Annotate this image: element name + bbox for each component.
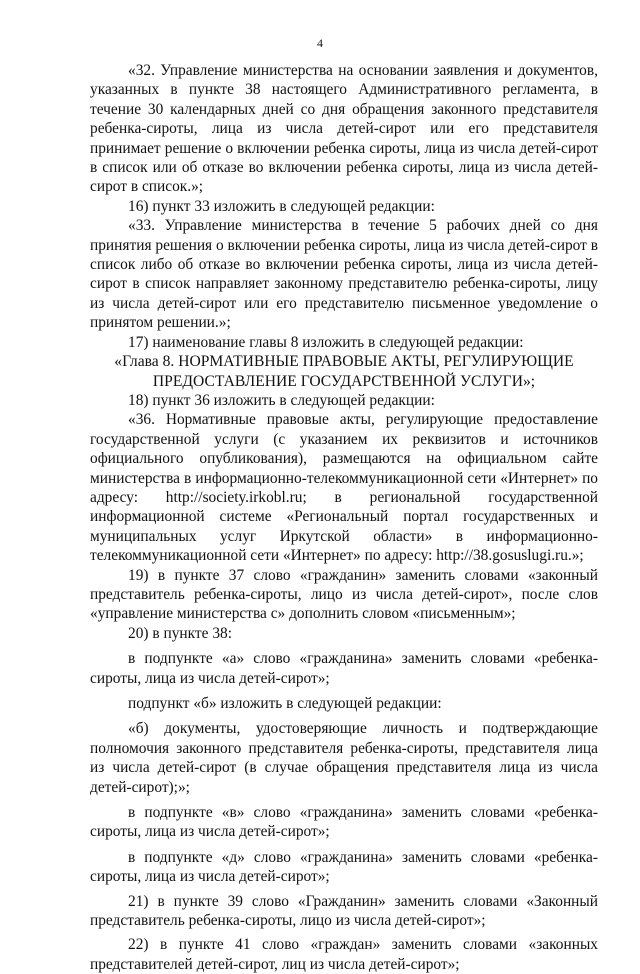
paragraph-36: «36. Нормативные правовые акты, регулирующие предоставление государственной услуги (с указанием их реквизитов и источников официального опубликования), размещаются на официальном сайте министерства в информационно-телекоммуникационной сети «Интернет» по адресу: http://society.irkobl.ru; в региональной государственной информационной системе «Региональный портал государственных и муниципальных услуг Иркутской области» в информационно-телекоммуникационной сети «Интернет» по адресу: http://38.gosuslugi.ru.»; bbox=[90, 411, 598, 565]
paragraph-33: «33. Управление министерства в течение 5 рабочих дней со дня принятия решения о включении ребенка сироты, лица из числа детей-сирот в список либо об отказе во включении ребенка сироты, лица из числа детей-сирот в список направляет законному представителю ребенка-сироты, лицу из числа детей-сирот или его представителю письменное уведомление о принятом решении.»; bbox=[90, 217, 598, 332]
paragraph-item-16: 16) пункт 33 изложить в следующей редакции: bbox=[128, 197, 435, 215]
paragraph-item-17: 17) наименование главы 8 изложить в следующей редакции: bbox=[128, 333, 524, 351]
chapter-8-title: «Глава 8. НОРМАТИВНЫЕ ПРАВОВЫЕ АКТЫ, РЕГУЛИРУЮЩИЕ ПРЕДОСТАВЛЕНИЕ ГОСУДАРСТВЕННОЙ УСЛУГИ»; bbox=[114, 353, 574, 390]
paragraph-item-20: 20) в пункте 38: bbox=[128, 624, 232, 642]
paragraph-subitem-v: в подпункте «в» слово «гражданина» заменить словами «ребенка-сироты, лица из числа детей-сирот»; bbox=[90, 804, 598, 841]
document-body bbox=[90, 61, 598, 974]
paragraph-item-18: 18) пункт 36 изложить в следующей редакции: bbox=[128, 391, 435, 409]
paragraph-item-19: 19) в пункте 37 слово «гражданин» заменить словами «законный представитель ребенка-сироты, лицо из числа детей-сирот», после слов «управление министерства с» дополнить словом «письменным»; bbox=[90, 566, 598, 623]
paragraph-subitem-b-text: «б) документы, удостоверяющие личность и подтверждающие полномочия законного представителя ребенка-сироты, представителя лица из числа детей-сирот (в случае обращения представителя лица из числа детей-сирот);»; bbox=[90, 720, 598, 796]
paragraph-subitem-a: в подпункте «а» слово «гражданина» заменить словами «ребенка-сироты, лица из числа детей-сирот»; bbox=[90, 650, 598, 687]
paragraph-item-22: 22) в пункте 41 слово «граждан» заменить словами «законных представителей детей-сирот, лиц из числа детей-сирот»; bbox=[90, 936, 598, 973]
paragraph-32: «32. Управление министерства на основании заявления и документов, указанных в пункте 38 настоящего Административного регламента, в течение 30 календарных дней со дня обращения законного представителя ребенка-сироты, лица из числа детей-сирот или его представителя принимает решение о включении ребенка сироты, лица из числа детей-сирот в список или об отказе во включении ребенка сироты, лица из числа детей-сирот в список.»; bbox=[90, 62, 598, 196]
page-number: 4 bbox=[317, 36, 323, 50]
paragraph-item-21: 21) в пункте 39 слово «Гражданин» заменить словами «Законный представитель ребенка-сироты, лицо из числа детей-сирот»; bbox=[90, 892, 598, 930]
paragraph-subitem-b-intro: подпункт «б» изложить в следующей редакции: bbox=[128, 695, 442, 712]
paragraph-subitem-d: в подпункте «д» слово «гражданина» заменить словами «ребенка-сироты, лица из числа детей-сирот»; bbox=[90, 848, 598, 886]
